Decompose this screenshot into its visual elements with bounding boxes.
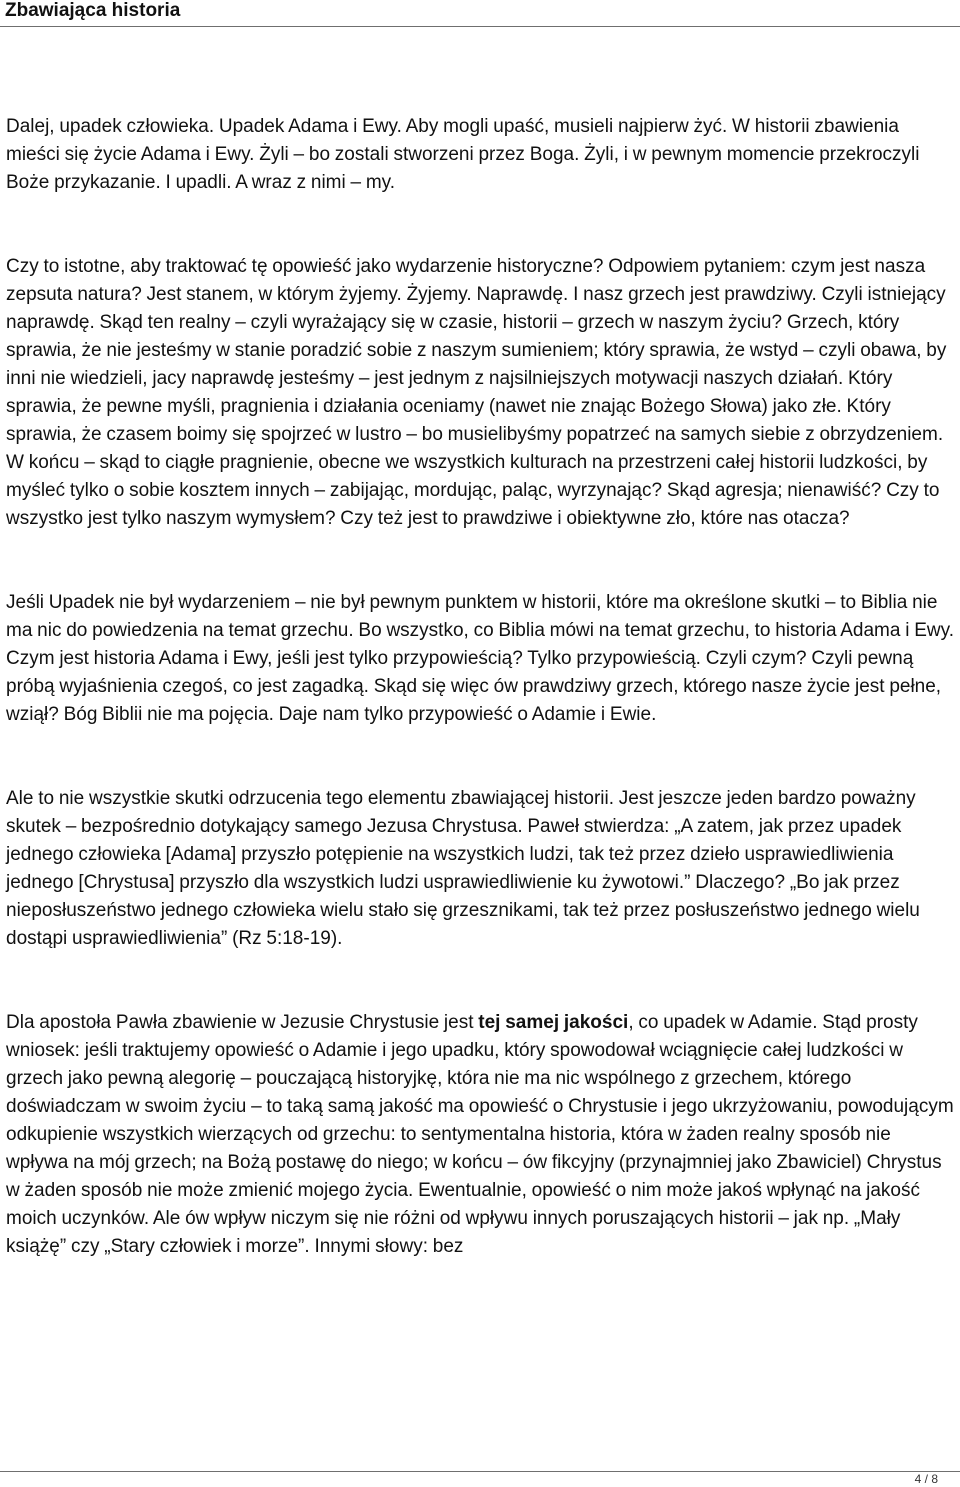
emphasis-same-quality: tej samej jakości [478,1012,629,1033]
page-number: 4 / 8 [914,1472,938,1486]
footer-divider [0,1471,960,1472]
header-divider [0,26,960,27]
paragraph-fall-of-man: Dalej, upadek człowieka. Upadek Adama i Ewy. Aby mogli upaść, musieli najpierw żyć. W historii zbawienia mieści się życie Adama i Ewy. Żyli – bo zostali stworzeni przez Boga. Żyli, i w pewnym momencie przekroczyli Boże przykazanie. I upadli. A wraz z nimi – my. [6,116,920,193]
document-body [6,113,956,1261]
paragraph-same-quality-start: Dla apostoła Pawła zbawienie w Jezusie Chrystusie jest [6,1012,479,1033]
paragraph-if-fall-not-event: Jeśli Upadek nie był wydarzeniem – nie był pewnym punktem w historii, które ma określone skutki – to Biblia nie ma nic do powiedzenia na temat grzechu. Bo wszystko, co Biblia mówi na temat grzechu, to historia Adama i Ewy. Czym jest historia Adama i Ewy, jeśli jest tylko przypowieścią? Tylko przypowieścią. Czyli czym? Czyli pewną próbą wyjaśnienia czegoś, co jest zagadką. Skąd się więc ów prawdziwy grzech, którego nasze życie jest pełne, wziął? Bóg Biblii nie ma pojęcia. Daje nam tylko przypowieść o Adamie i Ewie. [6,592,954,725]
paragraph-same-quality [6,1009,956,1261]
paragraph-historical-question: Czy to istotne, aby traktować tę opowieść jako wydarzenie historyczne? Odpowiem pytaniem: czym jest nasza zepsuta natura? Jest stanem, w którym żyjemy. Żyjemy. Naprawdę. I nasz grzech jest prawdziwy. Czyli istniejący naprawdę. Skąd ten realny – czyli wyrażający się w czasie, historii – grzech w naszym życiu? Grzech, który sprawia, że nie jesteśmy w stanie poradzić sobie z naszym sumieniem; który sprawia, że wstyd – czyli obawa, by inni nie wiedzieli, jacy naprawdę jesteśmy – jest jednym z najsilniejszych motywacji naszych działań. Który sprawia, że pewne myśli, pragnienia i działania oceniamy (nawet nie znając Bożego Słowa) jako złe. Który sprawia, że czasem boimy się spojrzeć w lustro – bo musielibyśmy popatrzeć na samych siebie z obrzydzeniem. W końcu – skąd to ciągłe pragnienie, obecne we wszystkich kulturach na przestrzeni całej historii ludzkości, by myśleć tylko o sobie kosztem innych – zabijając, mordując, paląc, wyrzynając? Skąd agresja; nienawiść? Czy to wszystko jest tylko naszym wymysłem? Czy też jest to prawdziwe i obiektywne zło, które nas otacza? [6,256,947,529]
paragraph-paul-romans: Ale to nie wszystkie skutki odrzucenia tego elementu zbawiającej historii. Jest jeszcze jeden bardzo poważny skutek – bezpośrednio dotykający samego Jezusa Chrystusa. Paweł stwierdza: „A zatem, jak przez upadek jednego człowieka [Adama] przyszło potępienie na wszystkich ludzi, tak też przez dzieło usprawiedliwienia jednego [Chrystusa] przyszło dla wszystkich ludzi usprawiedliwienie ku żywotowi.” Dlaczego? „Bo jak przez nieposłuszeństwo jednego człowieka wielu stało się grzesznikami, tak też przez posłuszeństwo jednego wielu dostąpi usprawiedliwienia” (Rz 5:18-19). [6,788,920,949]
document-header [0,0,960,30]
document-title: Zbawiająca historia [5,0,181,21]
paragraph-same-quality-rest: , co upadek w Adamie. Stąd prosty wniosek: jeśli traktujemy opowieść o Adamie i jego upadku, który spowodował wciągnięcie całej ludzkości w grzech jako pewną alegorię – pouczającą historyjkę, która nie ma nic wspólnego z grzechem, którego doświadczam w swoim życiu – to taką samą jakość ma opowieść o Chrystusie i jego ukrzyżowaniu, powodującym odkupienie wszystkich wierzących od grzechu: to sentymentalna historia, która w żaden realny sposób nie wpływa na mój grzech; na Bożą postawę do niego; w końcu – ów fikcyjny (przynajmniej jako Zbawiciel) Chrystus w żaden sposób nie może zmienić mojego życia. Ewentualnie, opowieść o nim może jakoś wpłynąć na jakość moich uczynków. Ale ów wpływ niczym się nie różni od wpływu innych poruszających historii – jak np. „Mały książę” czy „Stary człowiek i morze”. Innymi słowy: bez [6,1012,954,1257]
